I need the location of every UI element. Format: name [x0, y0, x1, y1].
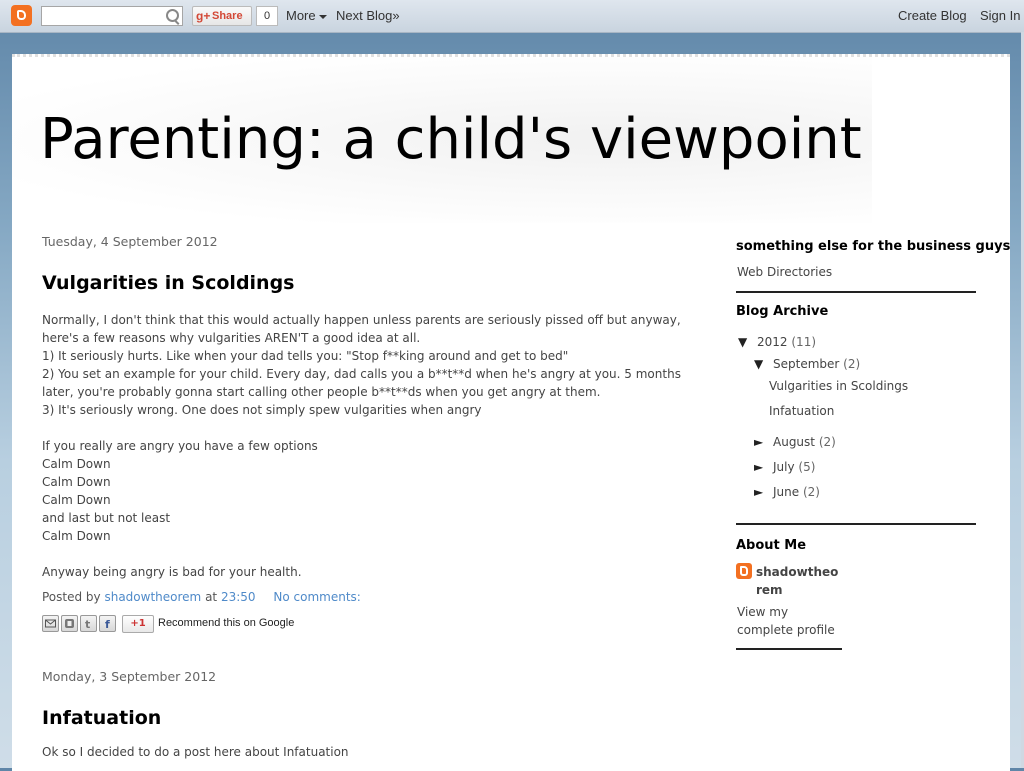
blogthis-icon[interactable] [61, 615, 78, 632]
post-line: and last but not least [42, 511, 171, 525]
view-profile-link-line2[interactable]: complete profile [737, 623, 835, 637]
post-line [42, 545, 682, 563]
comments-link[interactable]: No comments: [273, 590, 361, 604]
twitter-icon[interactable] [80, 615, 97, 632]
post-line: Anyway being angry is bad for your health. [42, 565, 302, 579]
plusone-label: +1 [130, 618, 146, 629]
post-title[interactable]: Vulgarities in Scoldings [42, 272, 295, 294]
post-line: Calm Down [42, 457, 111, 471]
svg-text:t: t [85, 618, 91, 629]
archive-toggle-june[interactable]: ► [754, 485, 764, 499]
post-body [42, 311, 682, 581]
google-plus-icon: g+ [196, 9, 211, 23]
chevron-down-icon [319, 15, 327, 19]
blog-content-card [12, 54, 1010, 771]
blogger-profile-icon [736, 563, 752, 579]
post-timestamp-link[interactable]: 23:50 [220, 590, 256, 604]
archive-count: (5) [798, 460, 816, 474]
profile-name-link[interactable]: shadowtheorem [756, 565, 839, 597]
svg-text:f: f [105, 618, 110, 629]
archive-count: (2) [802, 485, 820, 499]
archive-month-label: July [773, 460, 795, 474]
post-line: later, you're probably gonna start calling other people b**t**ds when you get angry at them. [42, 385, 601, 399]
divider [736, 523, 976, 525]
post-line: 3) It's seriously wrong. One does not simply spew vulgarities when angry [42, 403, 482, 417]
email-icon[interactable] [42, 615, 59, 632]
blogger-navbar [0, 0, 1024, 33]
blog-title[interactable]: Parenting: a child's viewpoint [40, 107, 862, 172]
create-blog-link[interactable]: Create Blog [898, 8, 967, 23]
post-title[interactable]: Infatuation [42, 707, 162, 729]
post-body: Ok so I decided to do a post here about Infatuation [42, 745, 349, 759]
post-line: Normally, I don't think that this would actually happen unless parents are seriously pissed off but anyway, [42, 313, 681, 327]
links-widget-title: something else for the business guys [736, 239, 1011, 254]
divider [736, 291, 976, 293]
post-line: here's a few reasons why vulgarities AREN'T a good idea at all. [42, 331, 421, 345]
about-me-title: About Me [736, 538, 807, 553]
more-menu[interactable] [286, 8, 327, 23]
archive-count: (2) [843, 357, 861, 371]
share-button[interactable] [192, 6, 252, 26]
archive-month-august[interactable] [773, 435, 836, 449]
archive-month-label: August [773, 435, 815, 449]
archive-month-label: June [773, 485, 800, 499]
archive-count: (11) [791, 335, 817, 349]
post-line [42, 419, 682, 437]
archive-month-june[interactable] [773, 485, 820, 499]
post-date-header: Tuesday, 4 September 2012 [42, 234, 218, 249]
archive-toggle-july[interactable]: ► [754, 460, 764, 474]
archive-toggle-2012[interactable]: ▼ [738, 335, 748, 349]
recommend-text: Recommend this on Google [158, 617, 295, 629]
search-icon[interactable] [166, 9, 179, 22]
view-profile-link-line1[interactable]: View my [737, 605, 789, 619]
google-plus-one-button[interactable] [122, 615, 154, 633]
post-date-header: Monday, 3 September 2012 [42, 669, 217, 684]
at-label: at [205, 590, 218, 604]
more-label: More [286, 8, 316, 23]
archive-year-2012[interactable] [757, 335, 816, 349]
archive-toggle-august[interactable]: ► [754, 435, 764, 449]
facebook-icon[interactable] [99, 615, 116, 632]
post-line: 2) You set an example for your child. Every day, dad calls you a b**t**d when he's angry at you. 5 months [42, 367, 681, 381]
post-line: If you really are angry you have a few options [42, 439, 318, 453]
archive-widget-title: Blog Archive [736, 304, 829, 319]
archive-month-september[interactable] [773, 357, 860, 371]
sign-in-link[interactable]: Sign In [980, 8, 1021, 23]
next-blog-link[interactable]: Next Blog» [336, 8, 400, 23]
post-line: Calm Down [42, 475, 111, 489]
archive-year-label: 2012 [757, 335, 788, 349]
author-link[interactable]: shadowtheorem [104, 590, 202, 604]
post-footer [42, 590, 361, 604]
blogger-logo-icon[interactable] [11, 5, 32, 26]
post-line: Calm Down [42, 529, 111, 543]
archive-post-vulgarities[interactable]: Vulgarities in Scoldings [769, 379, 909, 393]
archive-month-label: September [773, 357, 840, 371]
share-label: Share [212, 10, 243, 22]
share-count: 0 [256, 6, 278, 26]
search-input[interactable] [41, 6, 183, 26]
archive-toggle-september[interactable]: ▼ [754, 357, 764, 371]
posted-by-label: Posted by [42, 590, 101, 604]
archive-month-july[interactable] [773, 460, 815, 474]
sidebar-link-web-directories[interactable]: Web Directories [737, 265, 833, 279]
post-line: Calm Down [42, 493, 111, 507]
archive-count: (2) [818, 435, 836, 449]
archive-post-infatuation[interactable]: Infatuation [769, 404, 835, 418]
divider [736, 648, 842, 650]
post-line: 1) It seriously hurts. Like when your dad tells you: "Stop f**king around and get to bed" [42, 349, 569, 363]
